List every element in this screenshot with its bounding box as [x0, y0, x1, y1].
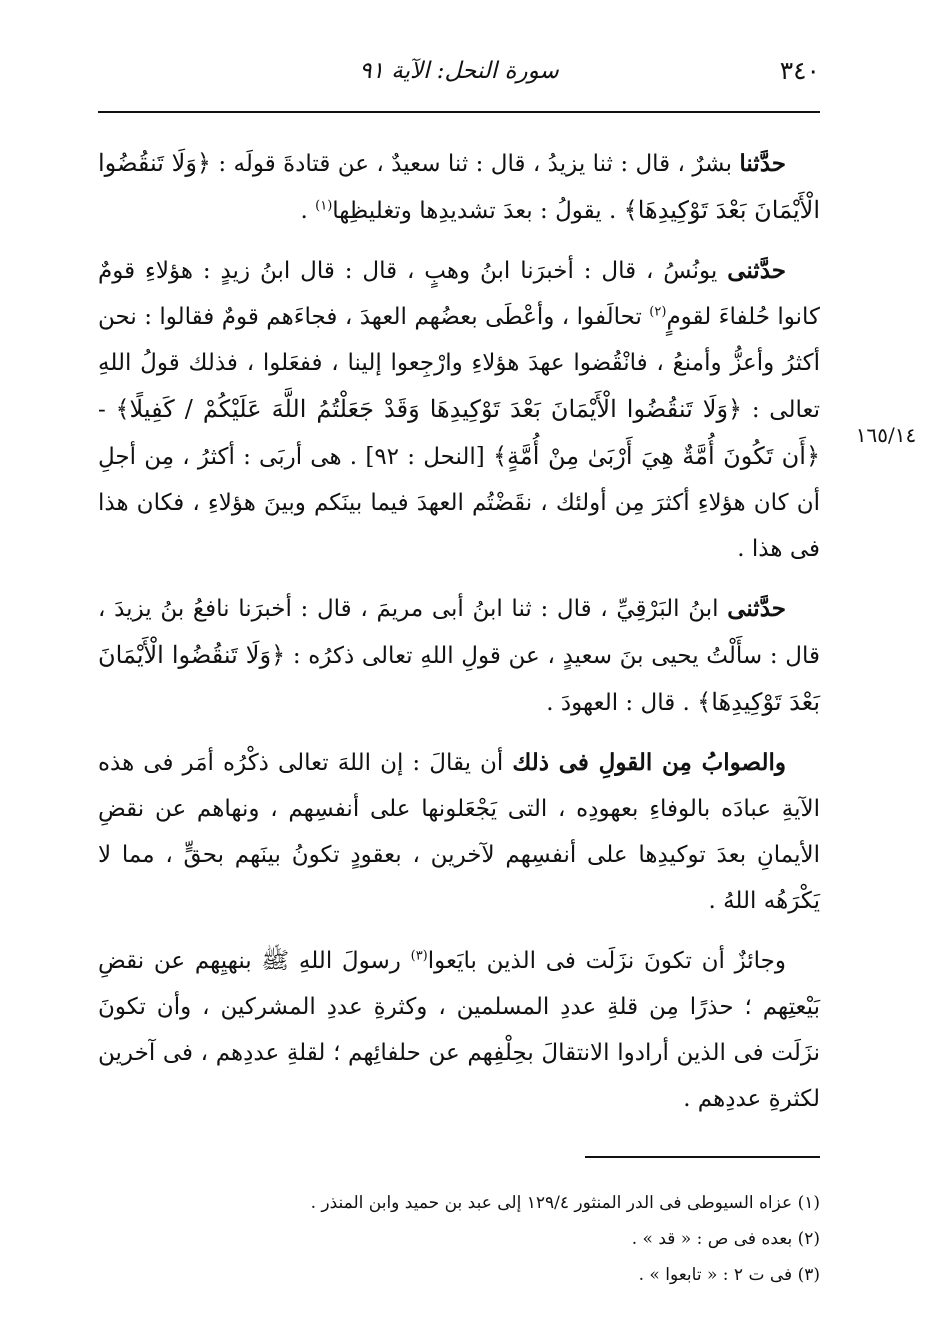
footnote-reference: (١)	[315, 198, 333, 214]
text-run: وجائزٌ أن تكونَ نزَلَت فى الذين بايَعوا	[427, 948, 787, 974]
paragraph-lead: حدَّثنى	[727, 595, 786, 622]
text-run: .	[300, 198, 316, 224]
text-run: تحالَفوا ، وأعْطَى بعضُهم العهدَ ، فجاءَهم قومٌ فقالوا : نحن أكثرُ وأعزُّ وأمنعُ ، فانْقُضوا عهدَ هؤلاءِ وارْجِعوا إلينا ، ففعَلوا ، فذلك قولُ اللهِ تعالى :	[98, 304, 820, 423]
text-run: رسولَ اللهِ ﷺ بنهيِهم عن نقضِ بَيْعتِهم ؛ حذرًا مِن قلةِ عددِ المسلمين ، وكثرةِ عددِ المشركين ، وأن تكونَ نزَلَت فى الذين أرادوا الانتقالَ بحِلْفِهم عن حلفائِهم ؛ لقلةِ عددِهم ، فى آخرين لكثرةِ عددِهم .	[98, 948, 820, 1112]
header-rule	[98, 111, 820, 113]
running-title: سورة النحل: الآية ٩١	[359, 58, 559, 84]
margin-page-reference: ١٦٥/١٤	[855, 423, 917, 447]
quran-quote: ﴿وَلَا تَنقُضُوا الْأَيْمَانَ بَعْدَ تَوْكِيدِهَا﴾	[98, 641, 820, 716]
text-run: ابنُ البَرْقِيِّ ، قال : ثنا ابنُ أبى مريمَ ، قال : أخبرَنا نافعُ بنُ يزيدَ ، قال : سأَلْتُ يحيى بنَ سعيدٍ ، عن قولِ اللهِ تعالى ذكرُه :	[98, 596, 820, 669]
footnotes	[98, 1185, 820, 1293]
text-run: -	[98, 397, 116, 423]
footnote-rule	[585, 1156, 820, 1158]
paragraph	[98, 740, 820, 924]
paragraph-lead: حدَّثنا	[739, 150, 786, 177]
paragraph	[98, 140, 820, 234]
quran-quote: ﴿وَلَا تَنقُضُوا الْأَيْمَانَ بَعْدَ تَوْكِيدِهَا وَقَدْ جَعَلْتُمُ اللَّهَ عَلَيْكُمْ / كَفِيلًا﴾	[115, 395, 743, 423]
footnote-reference: (٢)	[649, 304, 667, 320]
footnote: (١) عزاه السيوطى فى الدر المنثور ١٢٩/٤ إلى عبد بن حميد وابن المنذر .	[310, 1193, 820, 1213]
paragraph	[98, 586, 820, 726]
footnote: (٣) فى ت ٢ : « تابعوا » .	[638, 1265, 820, 1285]
footnote: (٢) بعده فى ص : « قد » .	[631, 1229, 820, 1249]
paragraph-lead: والصوابُ مِن القولِ فى ذلك	[512, 749, 786, 776]
paragraph	[98, 938, 820, 1122]
main-text	[98, 140, 820, 1136]
paragraph	[98, 248, 820, 572]
text-run: بشرٌ ، قال : ثنا يزيدُ ، قال : ثنا سعيدٌ ، عن قتادةَ قولَه :	[210, 151, 740, 177]
page-header	[98, 52, 820, 102]
text-run: [النحل : ٩٢] . هى أربَى : أكثرُ ، مِن أجلِ أن كان هؤلاءِ أكثرَ مِن أولئك ، نقَضْتُم العهدَ فيما بينَكم وبينَ هؤلاءِ ، فكان هذا فى هذا .	[98, 444, 820, 562]
page-number: ٣٤٠	[779, 56, 820, 85]
quran-quote: ﴿وَلَا تَنقُضُوا الْأَيْمَانَ بَعْدَ تَوْكِيدِهَا﴾	[98, 149, 820, 224]
text-run: يونُسُ ، قال : أخبرَنا ابنُ وهبٍ ، قال : قال ابنُ زيدٍ : هؤلاءِ قومٌ كانوا حُلفاءَ لقومٍ	[98, 258, 821, 330]
text-run: أن يقالَ : إن اللهَ تعالى ذكْرُه أمَر فى هذه الآيةِ عبادَه بالوفاءِ بعهودِه ، التى يَجْعَلونها على أنفسِهم ، ونهاهم عن نقضِ الأيمانِ بعدَ توكيدِها على أنفسِهم لآخرين ، بعقودٍ تكونُ بينَهم بحقٍّ ، مما لا يَكْرَهُه اللهُ .	[98, 750, 820, 914]
text-run: . يقولُ : بعدَ تشديدِها وتغليظِها	[332, 198, 624, 224]
paragraph-lead: حدَّثنى	[727, 257, 786, 284]
text-run: . قال : العهودَ .	[546, 690, 698, 716]
footnote-reference: (٣)	[410, 948, 428, 964]
quran-quote: ﴿أَن تَكُونَ أُمَّةٌ هِيَ أَرْبَىٰ مِنْ أُمَّةٍ﴾	[492, 442, 821, 470]
